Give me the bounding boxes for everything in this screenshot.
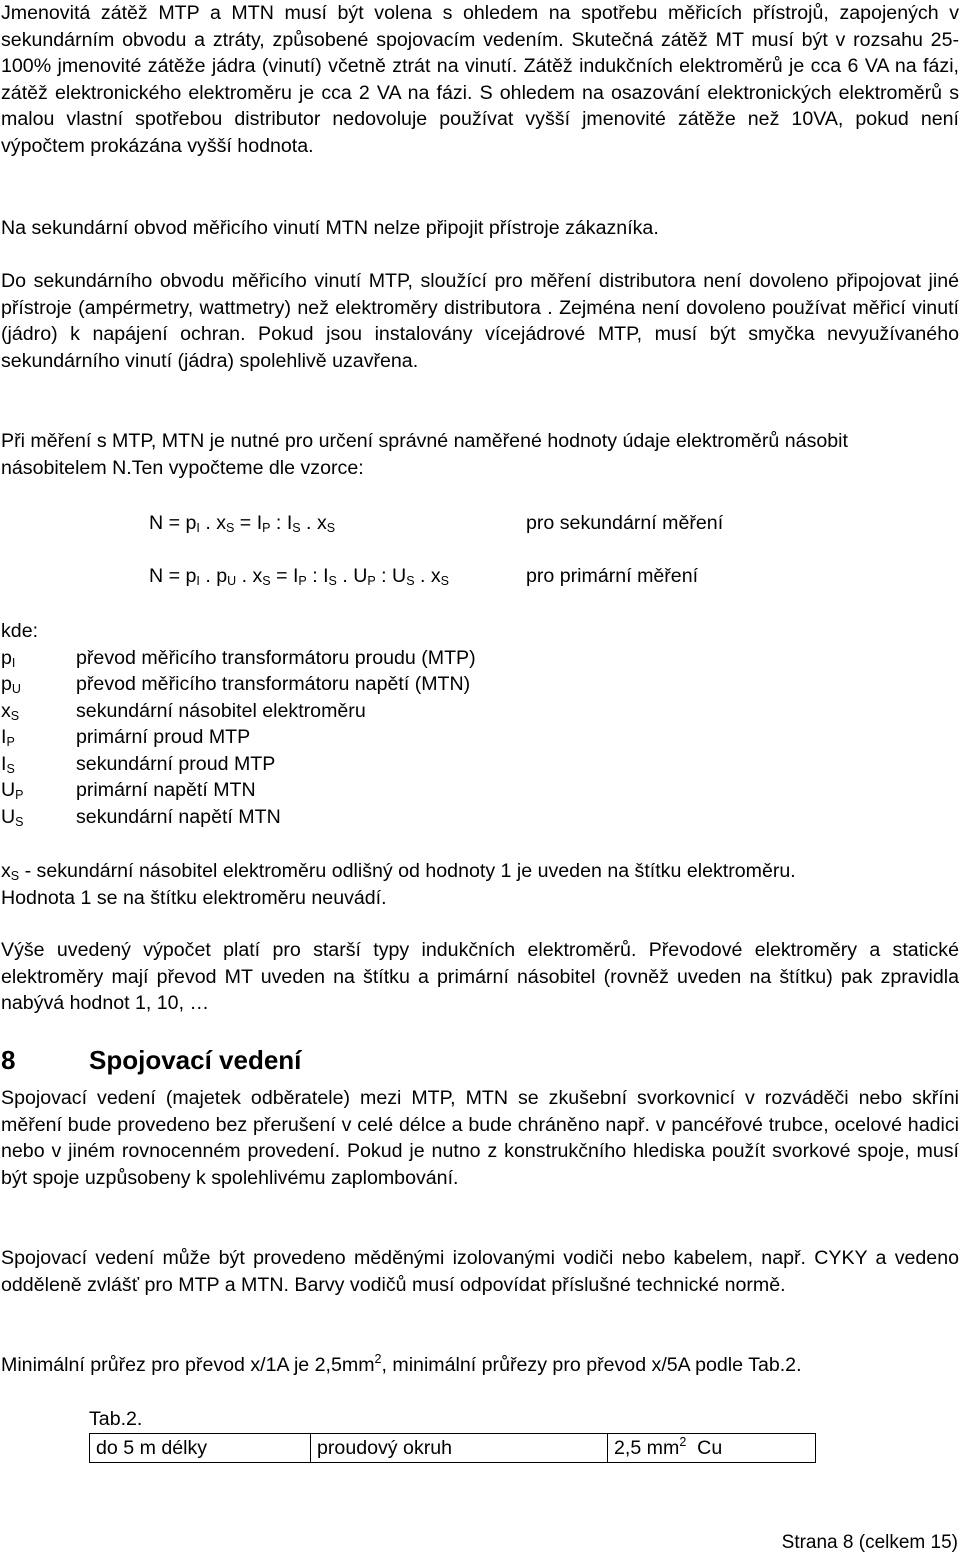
section-heading xyxy=(1,1043,301,1077)
legend-symbol: $p_U$ xyxy=(1,673,21,696)
legend-description: převod měřicího transformátoru proudu (MTP) xyxy=(76,647,476,669)
cross-section-table xyxy=(89,1433,816,1463)
paragraph-xs-note: $x_S$ - sekundární násobitel elektroměru odlišný od hodnoty 1 je uveden na štítku elektroměru. Hodnota 1 se na štítku elektroměru neuvádí. xyxy=(1,860,796,909)
legend-title: kde: xyxy=(1,620,39,642)
paragraph-connection-line: Spojovací vedení (majetek odběratele) mezi MTP, MTN se zkušební svorkovnicí v rozváděči nebo skříni měření bude provedeno bez přerušení v celé délce a bude chráněno např. v pancéřové trubce, ocelové hadici nebo v jiném rovnocenném provedení. Pokud je nutno z konstrukčního hlediska použít svorkové spoje, musí být spoje uzpůsobeny k spolehlivému zaplombování. xyxy=(1,1087,959,1189)
paragraph-conductors: Spojovací vedení může být provedeno měděnými izolovanými vodiči nebo kabelem, např. CYKY a vedeno odděleně zvlášť pro MTP a MTN. Barvy vodičů musí odpovídat příslušné technické normě. xyxy=(1,1247,959,1296)
legend-description: sekundární napětí MTN xyxy=(76,806,281,828)
table-cell: proudový okruh xyxy=(311,1434,608,1463)
page-footer: Strana 8 (celkem 15) xyxy=(781,1532,958,1553)
section-number: 8 xyxy=(1,1045,16,1075)
legend-symbol: $U_P$ xyxy=(1,779,24,802)
legend-symbol: $p_I$ xyxy=(1,647,16,670)
table-row xyxy=(90,1434,816,1463)
section-title: Spojovací vedení xyxy=(89,1045,302,1075)
legend-description: převod měřicího transformátoru napětí (MTN) xyxy=(76,673,471,695)
formula-secondary: $N = p_I$ . $x_S = I_P$ : $I_S$ . $x_S$ xyxy=(149,512,336,535)
paragraph-mtp-secondary: Do sekundárního obvodu měřicího vinutí MTP, sloužící pro měření distributora není dovoleno připojovat jiné přístroje (ampérmetry, wattmetry) než elektroměry distributora . Zejména není dovoleno používat měřicí vinutí (jádro) k napájení ochran. Pokud jsou instalovány vícejádrové MTP, musí být smyčka nevyužívaného sekundárního vinutí (jádra) spolehlivě uzavřena. xyxy=(1,270,959,372)
paragraph-burden: Jmenovitá zátěž MTP a MTN musí být volena s ohledem na spotřebu měřicích přístrojů, zapojených v sekundárním obvodu a ztráty, způsobené spojovacím vedením. Skutečná zátěž MT musí být v rozsahu 25-100% jmenovité zátěže jádra (vinutí) včetně ztrát na vinutí. Zátěž indukčních elektroměrů je cca 6 VA na fázi, zátěž elektronického elektroměru je cca 2 VA na fázi. S ohledem na osazování elektronických elektroměrů s malou vlastní spotřebou distributor nedovoluje používat vyšší jmenovité zátěže než 10VA, pokud není výpočtem prokázána vyšší hodnota. xyxy=(1,2,959,157)
paragraph-multiplier-intro: Při měření s MTP, MTN je nutné pro určení správné naměřené hodnoty údaje elektroměrů násobit násobitelem N.Ten vypočteme dle vzorce: xyxy=(1,430,848,479)
legend-symbol: $x_S$ xyxy=(1,700,20,723)
legend-description: primární napětí MTN xyxy=(76,779,256,801)
legend-symbol: $U_S$ xyxy=(1,806,24,829)
formula-primary-desc: pro primární měření xyxy=(526,565,699,587)
formula-secondary-desc: pro sekundární měření xyxy=(526,512,724,534)
table-cell: 2,5 $mm^2$ Cu xyxy=(608,1434,816,1463)
legend-description: primární proud MTP xyxy=(76,726,251,748)
paragraph-older-meters: Výše uvedený výpočet platí pro starší typy indukčních elektroměrů. Převodové elektroměry a statické elektroměry mají převod MT uveden na štítku a primární násobitel (rovněž uveden na štítku) pak zpravidla nabývá hodnot 1, 10, … xyxy=(1,939,959,1015)
legend-description: sekundární proud MTP xyxy=(76,753,276,775)
legend-description: sekundární násobitel elektroměru xyxy=(76,700,366,722)
legend-symbol: $I_S$ xyxy=(1,753,15,776)
formula-primary: $N = p_I$ . $p_U$ . $x_S = I_P$ : $I_S$ . $U_P$ : $U_S$ . $x_S$ xyxy=(149,565,450,588)
paragraph-mtn-secondary: Na sekundární obvod měřicího vinutí MTN nelze připojit přístroje zákazníka. xyxy=(1,217,659,239)
legend-symbol: $I_P$ xyxy=(1,726,15,749)
paragraph-cross-section: Minimální průřez pro převod x/1A je $2,5mm^2$, minimální průřezy pro převod x/5A podle Tab.2. xyxy=(1,1352,802,1376)
table-cell: do 5 m délky xyxy=(90,1434,311,1463)
table-caption: Tab.2. xyxy=(89,1408,143,1430)
